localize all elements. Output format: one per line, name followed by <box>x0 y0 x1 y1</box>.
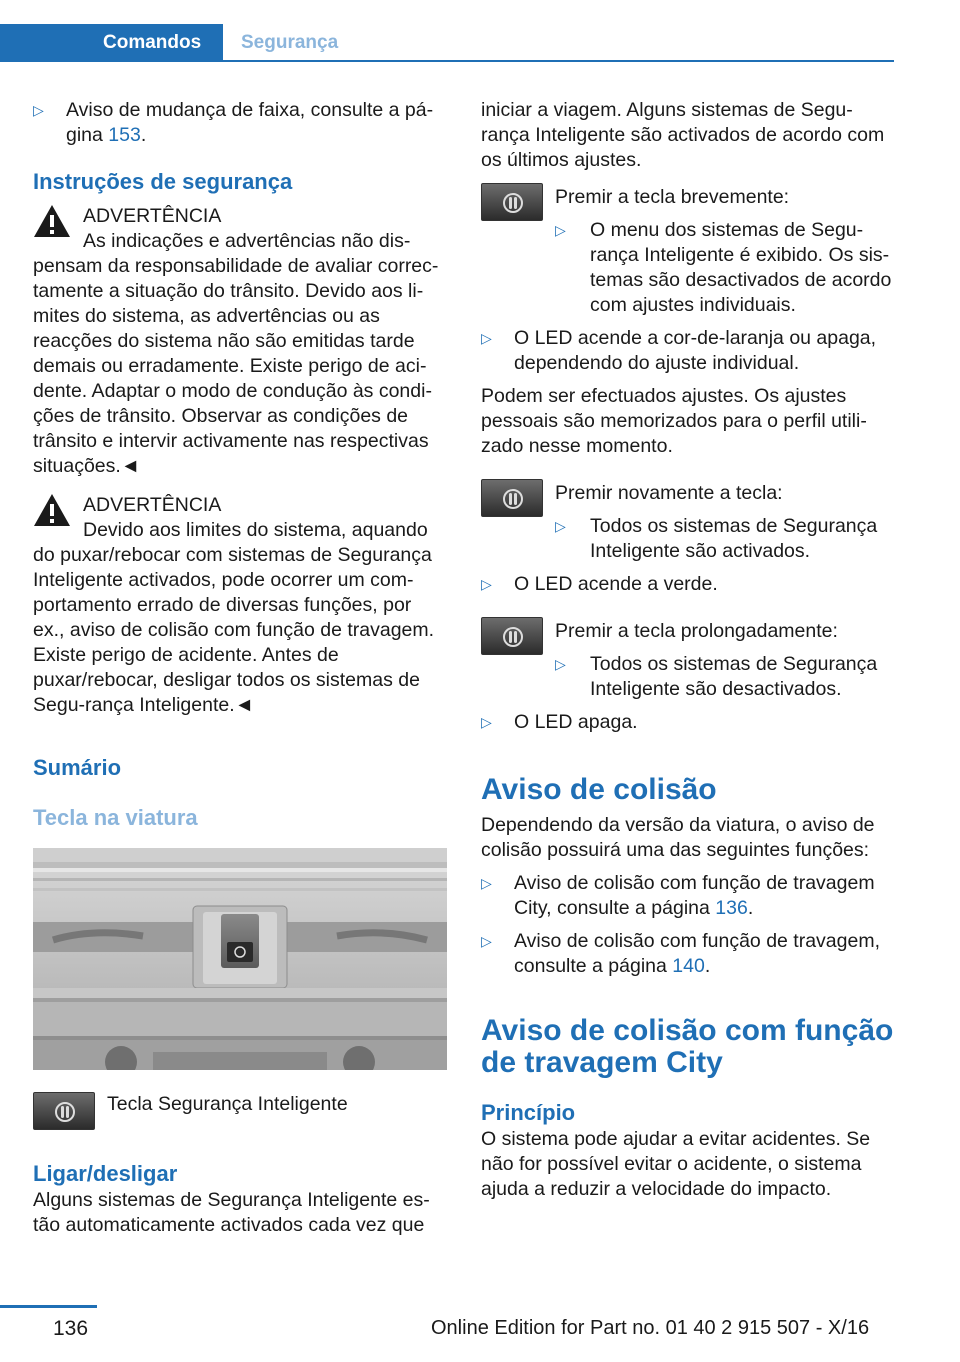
safety-button-icon <box>481 479 543 517</box>
warning-text: As indicações e advertências não dis-pensam da responsabilidade de avaliar correc-tamente a situação do trânsito. Devido aos li-mites do sistema, as advertências ou as reacções do sistema não são emitidas tarde demais ou erradamente. Existe perigo de aci-dente. Adaptar o modo de condução às condi-ções de trânsito. Observar as condições de trânsito e intervir activamente nas respectivas situações.◄ <box>33 230 439 477</box>
principle-text: O sistema pode ajudar a evitar acidentes. Se não for possível evitar o acidente, o sistema ajuda a reduzir a velocidade do impacto. <box>481 1128 871 1200</box>
button-caption: Tecla Segurança Inteligente <box>107 1093 348 1115</box>
list-item: ▷ Todos os sistemas de Segurança Inteligente são desactivados. <box>555 653 878 700</box>
triangle-bullet-icon: ▷ <box>481 330 492 346</box>
press-short-label: Premir a tecla brevemente: <box>555 186 790 208</box>
press-again-label: Premir novamente a tecla: <box>555 482 783 504</box>
triangle-bullet-icon: ▷ <box>481 933 492 949</box>
heading-city-braking: Aviso de colisão com função de travagem City <box>481 1014 894 1079</box>
warning-title: ADVERTÊNCIA <box>83 205 222 227</box>
adjust-text: Podem ser efectuados ajustes. Os ajustes pessoais são memorizados para o perfil utili-zado nesse momento. <box>481 385 867 457</box>
safety-button-icon <box>33 1092 95 1130</box>
page-number: 136 <box>53 1317 89 1340</box>
list-item: ▷ O menu dos sistemas de Segu-rança Inteligente é exibido. Os sis-temas são desactivados de acordo com ajustes individuais. <box>555 219 892 316</box>
warning-icon <box>33 493 71 527</box>
press-again-block <box>481 481 897 564</box>
left-column <box>33 98 447 1238</box>
on-off-text: Alguns sistemas de Segurança Inteligente es-tão automaticamente activados cada vez que <box>33 1189 430 1236</box>
list-item: ▷ Aviso de colisão com função de travagem City, consulte a página 136. <box>481 872 875 919</box>
vehicle-button-photo <box>33 848 447 1070</box>
heading-safety: Instruções de segurança <box>33 169 293 194</box>
caption-row <box>33 1092 447 1130</box>
list-item: ▷ Aviso de colisão com função de travagem, consulte a página 140. <box>481 930 881 977</box>
list-item: ▷ O LED acende a cor-de-laranja ou apaga, dependendo do ajuste individual. <box>481 327 877 374</box>
heading-collision-warning: Aviso de colisão <box>481 773 717 806</box>
page-link[interactable]: 140 <box>672 955 705 977</box>
warning-block <box>33 493 447 718</box>
press-long-block <box>481 619 897 702</box>
safety-button-icon <box>481 183 543 221</box>
list-item: ▷ Aviso de mudança de faixa, consulte a pá-gina 153. <box>33 99 434 146</box>
page-link[interactable]: 136 <box>715 897 748 919</box>
press-short-block <box>481 185 897 318</box>
heading-button-in-vehicle: Tecla na viatura <box>33 805 198 830</box>
triangle-bullet-icon: ▷ <box>555 222 566 238</box>
right-column <box>481 98 897 1202</box>
header-tabs <box>0 24 894 62</box>
list-item: ▷ Todos os sistemas de Segurança Inteligente são activados. <box>555 515 878 562</box>
collision-text: Dependendo da versão da viatura, o aviso de colisão possuirá uma das seguintes funções: <box>481 814 875 861</box>
list-item: ▷ O LED apaga. <box>481 711 638 733</box>
triangle-bullet-icon: ▷ <box>481 714 492 730</box>
triangle-bullet-icon: ▷ <box>33 102 44 118</box>
heading-on-off: Ligar/desligar <box>33 1161 178 1186</box>
page-link[interactable]: 153 <box>108 124 141 146</box>
triangle-bullet-icon: ▷ <box>481 875 492 891</box>
triangle-bullet-icon: ▷ <box>555 518 566 534</box>
heading-principle: Princípio <box>481 1100 576 1125</box>
warning-text: Devido aos limites do sistema, aquando do puxar/rebocar com sistemas de Segurança Inteligente activados, pode ocorrer um com-portamento errado de diversas funções, por ex., aviso de colisão com função de travagem. Existe perigo de acidente. Antes de puxar/rebocar, desligar todos os sistemas de Segu-rança Inteligente.◄ <box>33 519 435 716</box>
warning-block <box>33 204 447 479</box>
header-rule <box>0 60 894 62</box>
warning-title: ADVERTÊNCIA <box>83 494 222 516</box>
footer-edition: Online Edition for Part no. 01 40 2 915 507 - X/16 <box>431 1317 870 1339</box>
heading-summary: Sumário <box>33 755 122 780</box>
footer-rule <box>0 1305 97 1308</box>
continuation-text: iniciar a viagem. Alguns sistemas de Segu-rança Inteligente são activados de acordo com os últimos ajustes. <box>481 99 885 171</box>
tab-comandos[interactable]: Comandos <box>0 24 223 62</box>
list-item: ▷ O LED acende a verde. <box>481 573 718 595</box>
triangle-bullet-icon: ▷ <box>555 656 566 672</box>
safety-button-icon <box>481 617 543 655</box>
warning-icon <box>33 204 71 238</box>
press-long-label: Premir a tecla prolongadamente: <box>555 620 838 642</box>
tab-seguranca[interactable]: Segurança <box>241 32 339 53</box>
triangle-bullet-icon: ▷ <box>481 576 492 592</box>
